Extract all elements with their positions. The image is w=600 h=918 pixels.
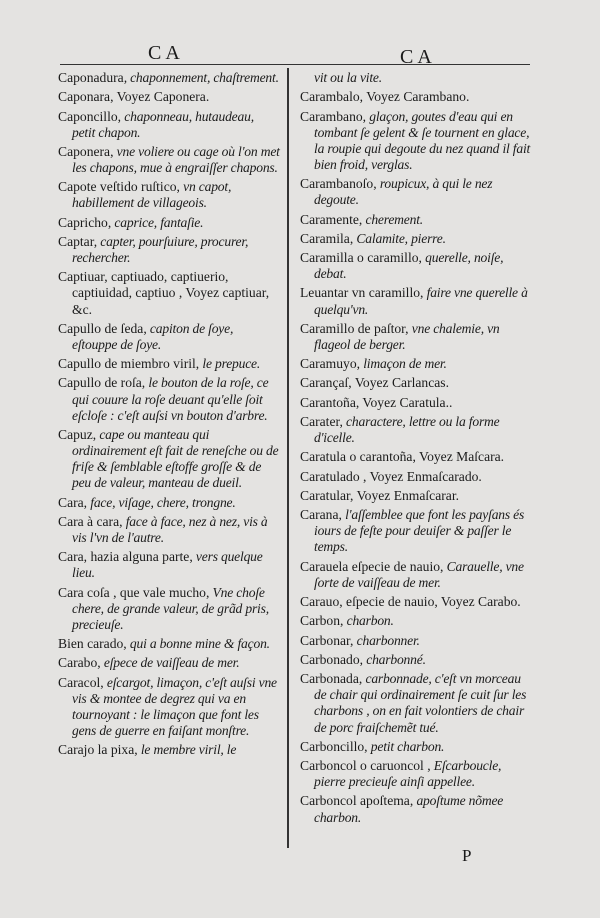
entry-headword: Bien carado, [58, 636, 127, 651]
dictionary-entry [300, 652, 532, 668]
entry-headword: Carantoña, Voyez Caratula.. [300, 394, 453, 410]
entry-headword: Captiuar, captiuado, captiuerio, captiuidad, captiuo , Voyez captiuar, &c. [58, 269, 270, 317]
entry-headword: Capricho, [58, 214, 112, 230]
entry-headword: Carauela eſpecie de nauio, [300, 558, 444, 574]
entry-definition: face, viſage, chere, trongne. [87, 494, 236, 510]
entry-headword: Caramilla o caramillo, [300, 250, 422, 266]
entry-definition: , chaponnement, chaſtrement. [123, 70, 279, 85]
dictionary-entry [300, 89, 532, 105]
dictionary-entry [300, 321, 532, 353]
entry-definition: vn capot, habillement de villageois. [72, 179, 232, 211]
entry-definition: Calamite, pierre. [353, 230, 446, 246]
entry-definition: limaçon de mer. [360, 356, 447, 372]
entry-definition: charbonné. [363, 651, 426, 667]
entry-definition: caprice, fantaſie. [111, 214, 204, 230]
entry-definition: capiton de ſoye, eſtouppe de ſoye. [72, 320, 234, 352]
entry-headword: Carbonada, [300, 671, 363, 687]
dictionary-entry [58, 675, 280, 739]
dictionary-entry [300, 250, 532, 282]
entry-headword: Caratular, Voyez Enmaſcarar. [300, 487, 459, 503]
dictionary-entry [58, 356, 280, 372]
entry-definition: roupicux, à qui le nez degoute. [314, 176, 493, 208]
entry-headword: Capullo de ſeda, [58, 320, 147, 336]
entry-headword: Leuantar vn caramillo, [300, 285, 424, 301]
entry-definition: cape ou manteau qui ordinairement eſt fait de reneſche ou de friſe & ſemblable eſtoffe groſſe & de peu de valeur, manteau de dueil. [72, 426, 279, 491]
entry-headword: Carambalo, Voyez Carambano. [300, 89, 470, 105]
dictionary-entry [300, 70, 532, 86]
entry-headword: Carançaſ, Voyez Carlancas. [300, 375, 449, 391]
entry-definition: le prepuce. [199, 356, 261, 372]
dictionary-entry [300, 176, 532, 208]
entry-headword: Carboncol o caruoncol , [300, 758, 431, 774]
entry-definition: vne chalemie, vn flageol de berger. [314, 320, 500, 352]
entry-definition: le membre viril, le [137, 742, 237, 758]
entry-headword: Carana, [300, 507, 342, 523]
dictionary-entry [58, 514, 280, 546]
entry-headword: Caratula o carantoña, Voyez Maſcara. [300, 449, 505, 465]
entry-definition: Vne choſe chere, de grande valeur, de grãd pris, precieuſe. [72, 584, 269, 632]
entry-definition: capter, pourſuiure, procurer, rechercher. [72, 233, 249, 266]
entry-headword: Carauo, eſpecie de nauio, Voyez Carabo. [300, 594, 521, 610]
entry-headword: Capullo de miembro viril, [58, 356, 200, 372]
entry-headword: Cara à cara, [58, 513, 123, 529]
entry-headword: Caramuyo, [300, 356, 361, 372]
dictionary-entry [300, 395, 532, 411]
dictionary-entry [58, 375, 280, 423]
dictionary-entry [58, 215, 280, 231]
dictionary-entry [300, 671, 532, 735]
entry-headword: Capote veſtido ruſtico, [58, 179, 180, 195]
dictionary-entry [300, 633, 532, 649]
entry-headword: Capuz, [58, 426, 97, 442]
dictionary-entry [58, 427, 280, 491]
entry-definition: faire vne querelle à quelqu'vn. [314, 285, 528, 317]
entry-definition: querelle, noiſe, debat. [314, 250, 504, 282]
entry-headword: Caratulado , Voyez Enmaſcarado. [300, 468, 482, 484]
entry-definition: vit ou la vite. [314, 70, 382, 85]
entry-headword: Capullo de roſa, [58, 375, 146, 391]
entry-definition: Carauelle, vne ſorte de vaiſſeau de mer. [314, 558, 524, 590]
entry-headword: Cara, [58, 494, 88, 510]
dictionary-entry [58, 495, 280, 511]
catchword: P [462, 846, 472, 865]
entry-headword: Caponadura [58, 70, 124, 85]
entry-definition: vne voliere ou cage où l'on met les chapons, mue à engraiſſer chapons. [72, 143, 280, 176]
entry-headword: Carater, [300, 414, 343, 430]
dictionary-entry [300, 739, 532, 755]
left-column [58, 70, 280, 761]
dictionary-entry [58, 321, 280, 353]
entry-headword: Caramente, [300, 211, 363, 227]
dictionary-entry [300, 414, 532, 446]
entry-headword: Cara coſa , que vale mucho, [58, 584, 210, 600]
entry-definition: le bouton de la roſe, ce qui couure la roſe deuant qu'elle ſoit eſcloſe : c'eſt auſsi vn bouton d'arbre. [72, 375, 269, 423]
entry-headword: Carabo, [58, 655, 101, 671]
dictionary-entry [300, 559, 532, 591]
entry-definition: charbonner. [353, 632, 420, 648]
dictionary-entry [58, 89, 280, 105]
dictionary-entry [58, 179, 280, 211]
dictionary-entry [300, 449, 532, 465]
entry-definition: eſpece de vaiſſeau de mer. [100, 655, 240, 671]
entry-headword: Caracol, [58, 674, 104, 690]
entry-definition: chaponneau, hutaudeau, petit chapon. [72, 108, 254, 140]
entry-headword: Caramila, [300, 230, 354, 246]
dictionary-entry [58, 234, 280, 266]
dictionary-entry [300, 212, 532, 228]
entry-headword: Carambano, [300, 108, 367, 124]
entry-definition: eſcargot, limaçon, c'eſt auſsi vne vis & montee de degrez qui va en tournoyant : le limaçon que font les gens de guerre en faiſant monſtre. [72, 674, 277, 738]
entry-headword: Caponera, [58, 143, 114, 159]
dictionary-entry [58, 655, 280, 671]
dictionary-entry [58, 585, 280, 633]
entry-definition: glaçon, goutes d'eau qui en tombant ſe gelent & ſe tournent en glace, la roupie qui degoute du nez quand il fait bien froid, verglas. [314, 108, 531, 172]
entry-definition: qui a bonne mine & façon. [126, 636, 270, 651]
dictionary-entry [300, 758, 532, 790]
column-divider [287, 68, 289, 848]
entry-definition: petit charbon. [367, 738, 445, 754]
entry-definition: face à face, nez à nez, vis à vis l'vn de l'autre. [72, 513, 268, 545]
entry-definition: carbonnade, c'eſt vn morceau de chair qui ordinairement ſe cuit ſur les charbons , on en fait volontiers de chair de porc fraiſchemẽt tué. [314, 671, 527, 735]
dictionary-entry [300, 285, 532, 317]
entry-headword: Caponcillo, [58, 108, 122, 124]
entry-headword: Carboncol apoſtema, [300, 793, 414, 809]
running-head-right: CA [400, 46, 436, 68]
dictionary-entry [58, 549, 280, 581]
entry-headword: Carboncillo, [300, 738, 368, 754]
entry-headword: Captar, [58, 233, 98, 249]
running-head [60, 40, 530, 68]
dictionary-entry [300, 231, 532, 247]
entry-definition: charactere, lettre ou la forme d'icelle. [314, 414, 500, 446]
dictionary-entry [58, 636, 280, 652]
entry-headword: Caponara, Voyez Caponera. [58, 89, 210, 105]
dictionary-entry [300, 488, 532, 504]
entry-definition: charbon. [343, 613, 394, 629]
entry-headword: Carajo la pixa, [58, 742, 138, 758]
dictionary-entry [58, 269, 280, 317]
entry-definition: Eſcarboucle, pierre precieuſe ainſi appellee. [314, 758, 502, 790]
running-head-left: CA [148, 42, 184, 64]
dictionary-entry [300, 356, 532, 372]
entry-headword: Carbonado, [300, 651, 364, 667]
entry-headword: Carbonar, [300, 632, 354, 648]
dictionary-entry [58, 109, 280, 141]
entry-definition: apoſtume nõmee charbon. [314, 793, 504, 825]
dictionary-entry [300, 507, 532, 555]
dictionary-entry [58, 70, 280, 86]
entry-headword: Caramillo de paſtor, [300, 320, 409, 336]
entry-headword: Carambanoſo, [300, 176, 377, 192]
dictionary-entry [58, 144, 280, 176]
dictionary-entry [300, 375, 532, 391]
entry-headword: Carbon, [300, 613, 344, 629]
entry-definition: cherement. [362, 211, 423, 227]
entry-definition: vers quelque lieu. [72, 549, 263, 581]
dictionary-entry [300, 613, 532, 629]
dictionary-entry [300, 109, 532, 173]
entry-headword: Cara, hazia alguna parte, [58, 549, 193, 565]
dictionary-entry [300, 594, 532, 610]
dictionary-entry [58, 742, 280, 758]
dictionary-entry [300, 469, 532, 485]
dictionary-entry [300, 793, 532, 825]
right-column [300, 70, 532, 829]
entry-definition: l'aſſemblee que font les payſans és iours de feſte pour deuiſer & paſſer le temps. [314, 507, 525, 555]
